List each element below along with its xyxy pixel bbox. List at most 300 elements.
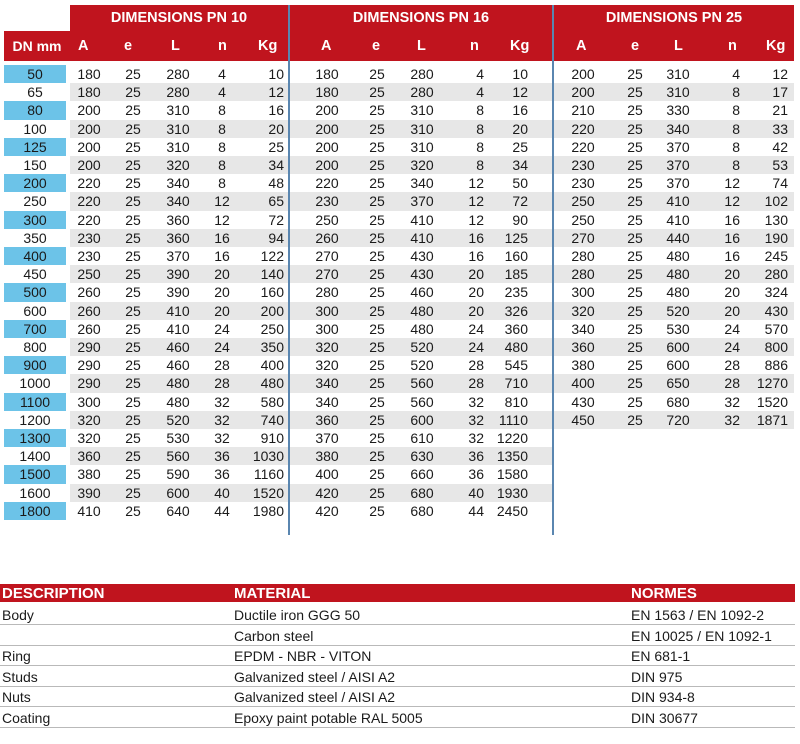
pn10-e-cell: 25 [125, 357, 141, 374]
pn16-n-cell: 20 [468, 284, 484, 301]
pn25-l-cell: 480 [666, 284, 690, 301]
pn16-e-cell: 25 [369, 430, 385, 446]
pn10-l-cell: 360 [166, 211, 190, 228]
normes-cell: EN 1563 / EN 1092-2 [631, 607, 765, 623]
pn10-a-cell: 200 [77, 138, 101, 155]
pn10-kg-cell: 160 [260, 284, 284, 301]
pn10-a-cell: 360 [77, 448, 101, 465]
pn16-n-cell: 8 [476, 120, 484, 137]
pn10-l-cell: 460 [166, 339, 190, 355]
pn25-a-cell: 360 [571, 339, 595, 355]
pn16-n-cell: 40 [468, 484, 484, 501]
pn10-e-cell: 25 [125, 229, 141, 246]
dn-cell: 1600 [19, 484, 51, 501]
pn10-e-cell: 25 [125, 393, 141, 410]
pn10-l-cell: 320 [166, 157, 190, 173]
pn16-e-cell: 25 [369, 502, 385, 519]
pn16-a-cell: 200 [315, 120, 339, 137]
pn16-l-cell: 430 [410, 266, 434, 283]
pn10-e-cell: 25 [125, 157, 141, 173]
pn10-n-cell: 12 [214, 211, 230, 228]
pn16-l-cell: 520 [410, 339, 434, 355]
pn10-kg-cell: 250 [260, 320, 284, 337]
pn25-e-cell: 25 [627, 211, 643, 228]
pn16-l-cell: 480 [410, 302, 434, 319]
pn10-a-cell: 290 [77, 339, 101, 355]
pn10-l-cell: 460 [166, 357, 190, 374]
pn16-a-cell: 420 [315, 502, 339, 519]
table-row [0, 101, 800, 119]
dn-cell: 400 [4, 247, 66, 265]
pn25-l-cell: 410 [666, 211, 690, 228]
pn10-n-cell: 8 [218, 175, 226, 192]
pn10-e-cell: 25 [125, 138, 141, 155]
pn25-header-e: e [631, 38, 640, 54]
dn-cell: 125 [4, 138, 66, 156]
pn10-l-cell: 370 [166, 248, 190, 264]
pn16-a-cell: 300 [315, 320, 339, 337]
pn25-l-cell: 600 [666, 339, 690, 355]
pn16-a-cell: 340 [315, 393, 339, 410]
pn25-n-cell: 20 [724, 266, 740, 283]
pn25-n-cell: 8 [732, 138, 740, 155]
pn10-e-cell: 25 [125, 102, 141, 119]
pn10-kg-cell: 910 [260, 430, 284, 446]
pn25-a-cell: 250 [571, 193, 595, 210]
pn25-kg-cell: 800 [764, 339, 788, 355]
pn16-e-cell: 25 [369, 339, 385, 355]
pn25-n-cell: 32 [724, 411, 740, 428]
pn10-kg-cell: 350 [260, 339, 284, 355]
pn10-l-cell: 390 [166, 284, 190, 301]
dn-cell: 1200 [19, 411, 51, 428]
pn16-l-cell: 560 [410, 393, 434, 410]
table-row [0, 174, 800, 192]
pn10-kg-cell: 65 [268, 193, 284, 210]
pn16-l-cell: 630 [410, 448, 434, 465]
pn10-l-cell: 410 [166, 320, 190, 337]
pn10-a-cell: 200 [77, 120, 101, 137]
pn10-n-cell: 8 [218, 102, 226, 119]
pn25-e-cell: 25 [627, 157, 643, 173]
dimensions-table [0, 5, 800, 535]
pn10-l-cell: 310 [166, 138, 190, 155]
pn10-e-cell: 25 [125, 284, 141, 301]
pn10-n-cell: 20 [214, 302, 230, 319]
table-row [0, 338, 800, 356]
pn25-kg-cell: 1520 [756, 393, 788, 410]
pn25-kg-cell: 21 [772, 102, 788, 119]
pn10-l-cell: 410 [166, 302, 190, 319]
pn16-e-cell: 25 [369, 211, 385, 228]
pn16-kg-cell: 34 [512, 157, 528, 173]
pn10-l-cell: 480 [166, 393, 190, 410]
material-header: MATERIAL [234, 585, 311, 602]
pn25-a-cell: 230 [571, 175, 595, 192]
pn16-l-cell: 660 [410, 466, 434, 483]
pn10-l-cell: 280 [166, 84, 190, 101]
pn16-kg-cell: 1930 [496, 484, 528, 501]
pn25-e-cell: 25 [627, 66, 643, 82]
pn25-a-cell: 230 [571, 157, 595, 173]
pn10-n-cell: 12 [214, 193, 230, 210]
pn16-e-cell: 25 [369, 357, 385, 374]
pn16-kg-cell: 185 [504, 266, 528, 283]
pn25-a-cell: 340 [571, 320, 595, 337]
table-row [0, 302, 800, 320]
pn25-kg-cell: 102 [764, 193, 788, 210]
pn25-n-cell: 16 [724, 229, 740, 246]
pn25-a-cell: 270 [571, 229, 595, 246]
pn10-kg-cell: 580 [260, 393, 284, 410]
pn25-l-cell: 480 [666, 248, 690, 264]
pn16-kg-cell: 1220 [496, 430, 528, 446]
normes-cell: EN 681-1 [631, 648, 691, 665]
pn16-kg-cell: 12 [512, 84, 528, 101]
pn10-column-header-bar [70, 31, 288, 61]
materials-row [0, 708, 800, 728]
pn25-kg-cell: 570 [764, 320, 788, 337]
pn16-a-cell: 200 [315, 138, 339, 155]
pn25-kg-cell: 74 [772, 175, 788, 192]
pn25-e-cell: 25 [627, 102, 643, 119]
dn-cell: 1000 [19, 375, 51, 392]
dn-cell: 300 [4, 211, 66, 229]
pn25-e-cell: 25 [627, 357, 643, 374]
pn10-l-cell: 360 [166, 229, 190, 246]
pn16-a-cell: 180 [315, 84, 339, 101]
pn16-n-cell: 32 [468, 411, 484, 428]
pn10-n-cell: 8 [218, 157, 226, 173]
pn25-e-cell: 25 [627, 339, 643, 355]
pn16-n-cell: 16 [468, 248, 484, 264]
pn16-a-cell: 270 [315, 266, 339, 283]
pn16-e-cell: 25 [369, 448, 385, 465]
pn16-l-cell: 520 [410, 357, 434, 374]
pn25-l-cell: 520 [666, 302, 690, 319]
pn10-n-cell: 8 [218, 120, 226, 137]
pn16-n-cell: 24 [468, 339, 484, 355]
pn25-header-n: n [728, 38, 737, 54]
pn16-a-cell: 280 [315, 284, 339, 301]
dn-cell: 50 [4, 65, 66, 83]
pn25-n-cell: 16 [724, 211, 740, 228]
dn-cell: 1500 [4, 465, 66, 483]
pn10-a-cell: 180 [77, 84, 101, 101]
dn-cell: 250 [23, 193, 47, 210]
pn25-a-cell: 430 [571, 393, 595, 410]
pn16-a-cell: 200 [315, 157, 339, 173]
pn10-e-cell: 25 [125, 484, 141, 501]
pn10-a-cell: 390 [77, 484, 101, 501]
description-cell: Nuts [2, 689, 31, 706]
pn16-n-cell: 8 [476, 157, 484, 173]
pn10-n-cell: 20 [214, 284, 230, 301]
table-row [0, 283, 800, 301]
pn16-l-cell: 410 [410, 229, 434, 246]
pn10-e-cell: 25 [125, 175, 141, 192]
pn25-n-cell: 32 [724, 393, 740, 410]
pn16-l-cell: 370 [410, 193, 434, 210]
pn16-e-cell: 25 [369, 302, 385, 319]
dn-cell: 65 [27, 84, 43, 101]
pn16-l-cell: 480 [410, 320, 434, 337]
dn-cell: 600 [23, 302, 47, 319]
pn16-n-cell: 44 [468, 502, 484, 519]
pn10-header-a: A [78, 38, 89, 54]
pn25-kg-cell: 190 [764, 229, 788, 246]
pn10-a-cell: 320 [77, 430, 101, 446]
pn16-kg-cell: 72 [512, 193, 528, 210]
pn16-a-cell: 220 [315, 175, 339, 192]
pn10-header-kg: Kg [258, 38, 278, 54]
pn10-n-cell: 4 [218, 84, 226, 101]
normes-cell: DIN 975 [631, 668, 683, 685]
pn10-e-cell: 25 [125, 430, 141, 446]
pn25-e-cell: 25 [627, 229, 643, 246]
table-row [0, 229, 800, 247]
pn10-kg-cell: 1160 [253, 466, 284, 483]
pn10-a-cell: 230 [77, 229, 101, 246]
pn16-kg-cell: 2450 [496, 502, 528, 519]
pn10-e-cell: 25 [125, 120, 141, 137]
pn16-e-cell: 25 [369, 284, 385, 301]
pn25-n-cell: 28 [724, 357, 740, 374]
pn16-kg-cell: 1350 [496, 448, 528, 465]
pn25-n-cell: 28 [724, 375, 740, 392]
pn25-l-cell: 410 [666, 193, 690, 210]
pn16-kg-cell: 125 [504, 229, 528, 246]
pn10-n-cell: 32 [214, 430, 230, 446]
pn10-l-cell: 310 [166, 120, 190, 137]
pn25-header-l: L [674, 38, 683, 54]
pn16-kg-cell: 16 [512, 102, 528, 119]
pn25-kg-cell: 33 [772, 120, 788, 137]
pn16-a-cell: 360 [315, 411, 339, 428]
pn10-l-cell: 280 [166, 66, 190, 82]
description-header: DESCRIPTION [2, 585, 105, 602]
pn10-a-cell: 230 [77, 248, 101, 264]
materials-row [0, 687, 800, 707]
material-cell: EPDM - NBR - VITON [234, 648, 372, 665]
pn25-a-cell: 400 [571, 375, 595, 392]
pn25-l-cell: 440 [666, 229, 690, 246]
pn25-e-cell: 25 [627, 84, 643, 101]
table-row [0, 393, 800, 411]
pn25-n-cell: 12 [724, 193, 740, 210]
pn10-a-cell: 200 [77, 102, 101, 119]
material-cell: Carbon steel [234, 627, 314, 644]
table-row [0, 447, 800, 465]
table-row [0, 247, 800, 265]
pn10-l-cell: 480 [166, 375, 190, 392]
pn25-n-cell: 24 [724, 339, 740, 355]
pn16-n-cell: 36 [468, 466, 484, 483]
pn16-l-cell: 310 [410, 120, 434, 137]
table-row [0, 120, 800, 138]
pn10-kg-cell: 1980 [252, 502, 284, 519]
pn16-title: DIMENSIONS PN 16 [290, 5, 552, 31]
dn-cell: 800 [23, 339, 47, 355]
pn10-a-cell: 300 [77, 393, 101, 410]
normes-cell: DIN 30677 [631, 710, 698, 726]
pn16-a-cell: 270 [315, 248, 339, 264]
dn-cell: 1100 [4, 393, 66, 411]
normes-header: NORMES [631, 585, 697, 602]
pn16-kg-cell: 235 [504, 284, 528, 301]
pn16-n-cell: 28 [468, 375, 484, 392]
pn16-l-cell: 280 [410, 84, 434, 101]
pn10-kg-cell: 34 [268, 157, 284, 173]
pn16-e-cell: 25 [369, 266, 385, 283]
pn10-kg-cell: 12 [268, 84, 284, 101]
pn25-a-cell: 300 [571, 284, 595, 301]
pn25-e-cell: 25 [627, 393, 643, 410]
dn-cell: 500 [4, 283, 66, 301]
pn16-kg-cell: 50 [512, 175, 528, 192]
pn10-n-cell: 28 [214, 375, 230, 392]
description-cell: Studs [2, 668, 38, 685]
dn-cell: 1300 [4, 429, 66, 447]
pn10-n-cell: 32 [214, 411, 230, 428]
pn10-e-cell: 25 [125, 211, 141, 228]
material-cell: Ductile iron GGG 50 [234, 607, 361, 623]
pn16-n-cell: 28 [468, 357, 484, 374]
pn10-e-cell: 25 [125, 411, 141, 428]
pn16-n-cell: 12 [468, 211, 484, 228]
table-row [0, 356, 800, 374]
pn25-kg-cell: 53 [772, 157, 788, 173]
pn25-l-cell: 480 [666, 266, 690, 283]
pn16-a-cell: 180 [315, 66, 339, 82]
pn10-kg-cell: 122 [260, 248, 284, 264]
pn16-e-cell: 25 [369, 484, 385, 501]
pn16-e-cell: 25 [369, 84, 385, 101]
pn16-e-cell: 25 [369, 138, 385, 155]
pn25-a-cell: 450 [571, 411, 595, 428]
pn25-a-cell: 220 [571, 120, 595, 137]
pn25-a-cell: 280 [571, 248, 595, 264]
pn10-e-cell: 25 [125, 320, 141, 337]
pn10-l-cell: 560 [166, 448, 190, 465]
pn25-n-cell: 8 [732, 157, 740, 173]
pn16-a-cell: 260 [315, 229, 339, 246]
pn10-kg-cell: 140 [260, 266, 284, 283]
pn25-kg-cell: 886 [764, 357, 788, 374]
pn25-kg-cell: 280 [764, 266, 788, 283]
dn-cell: 1800 [4, 502, 66, 520]
pn25-e-cell: 25 [627, 302, 643, 319]
pn16-l-cell: 280 [410, 66, 434, 82]
pn10-n-cell: 36 [214, 466, 230, 483]
table-row [0, 411, 800, 429]
pn10-n-cell: 4 [218, 66, 226, 82]
pn16-kg-cell: 20 [512, 120, 528, 137]
pn10-a-cell: 200 [77, 157, 101, 173]
pn16-e-cell: 25 [369, 393, 385, 410]
pn10-l-cell: 310 [166, 102, 190, 119]
row-divider [0, 727, 795, 728]
dn-cell: 900 [4, 356, 66, 374]
pn16-n-cell: 4 [476, 66, 484, 82]
pn10-kg-cell: 740 [260, 411, 284, 428]
pn16-n-cell: 24 [468, 320, 484, 337]
normes-cell: EN 10025 / EN 1092-1 [631, 627, 772, 644]
pn10-kg-cell: 48 [268, 175, 284, 192]
pn16-kg-cell: 480 [504, 339, 528, 355]
pn10-e-cell: 25 [125, 266, 141, 283]
pn25-l-cell: 330 [666, 102, 690, 119]
pn16-kg-cell: 360 [504, 320, 528, 337]
pn16-header-e: e [372, 38, 381, 54]
pn16-e-cell: 25 [369, 320, 385, 337]
description-cell: Body [2, 607, 34, 623]
pn10-kg-cell: 25 [268, 138, 284, 155]
pn25-n-cell: 8 [732, 84, 740, 101]
pn25-a-cell: 210 [571, 102, 595, 119]
pn10-l-cell: 390 [166, 266, 190, 283]
pn10-l-cell: 590 [166, 466, 190, 483]
material-cell: Galvanized steel / AISI A2 [234, 668, 396, 685]
pn10-n-cell: 40 [214, 484, 230, 501]
pn10-n-cell: 24 [214, 320, 230, 337]
pn10-e-cell: 25 [125, 502, 141, 519]
pn25-a-cell: 200 [571, 66, 595, 82]
pn16-a-cell: 370 [315, 430, 339, 446]
pn16-l-cell: 600 [410, 411, 434, 428]
pn10-a-cell: 260 [77, 320, 101, 337]
pn25-kg-cell: 324 [764, 284, 788, 301]
pn16-n-cell: 20 [468, 266, 484, 283]
pn16-l-cell: 680 [410, 484, 434, 501]
pn16-kg-cell: 160 [504, 248, 528, 264]
pn16-column-header-bar [290, 31, 552, 61]
pn10-e-cell: 25 [125, 339, 141, 355]
pn10-n-cell: 8 [218, 138, 226, 155]
pn25-l-cell: 370 [666, 138, 690, 155]
pn16-l-cell: 310 [410, 102, 434, 119]
pn16-e-cell: 25 [369, 175, 385, 192]
materials-header [0, 584, 795, 602]
pn16-a-cell: 400 [315, 466, 339, 483]
pn16-n-cell: 20 [468, 302, 484, 319]
pn16-l-cell: 680 [410, 502, 434, 519]
table-row [0, 465, 800, 483]
pn25-l-cell: 310 [666, 84, 690, 101]
pn16-e-cell: 25 [369, 120, 385, 137]
pn16-n-cell: 32 [468, 430, 484, 446]
pn16-a-cell: 420 [315, 484, 339, 501]
pn10-pn16-separator [288, 5, 290, 535]
pn16-n-cell: 12 [468, 175, 484, 192]
table-row [0, 484, 800, 502]
pn10-l-cell: 530 [166, 430, 190, 446]
pn10-a-cell: 180 [77, 66, 101, 82]
pn16-header-l: L [417, 38, 426, 54]
pn10-header-n: n [218, 38, 227, 54]
pn10-n-cell: 16 [214, 229, 230, 246]
pn10-e-cell: 25 [125, 466, 141, 483]
pn10-a-cell: 220 [77, 193, 101, 210]
normes-cell: DIN 934-8 [631, 689, 695, 706]
pn25-kg-cell: 430 [764, 302, 788, 319]
pn10-a-cell: 260 [77, 302, 101, 319]
pn25-n-cell: 8 [732, 102, 740, 119]
pn16-header-kg: Kg [510, 38, 530, 54]
pn16-kg-cell: 545 [504, 357, 528, 374]
pn16-n-cell: 16 [468, 229, 484, 246]
pn10-e-cell: 25 [125, 448, 141, 465]
